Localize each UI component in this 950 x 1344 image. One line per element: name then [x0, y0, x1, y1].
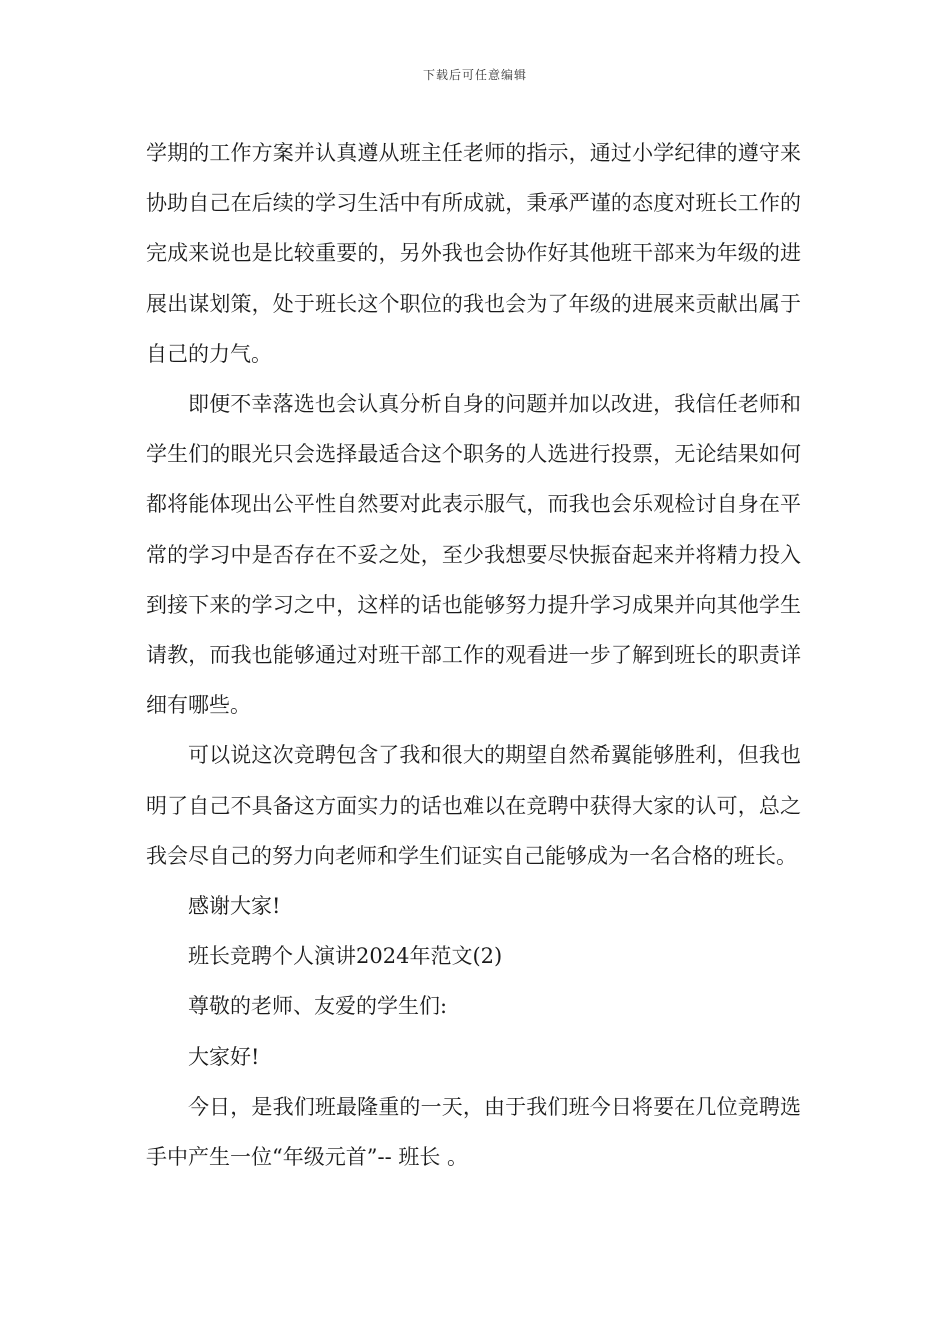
paragraph-3: 可以说这次竞聘包含了我和很大的期望自然希翼能够胜利，但我也明了自己不具备这方面实力的话也难以在竞聘中获得大家的认可，总之我会尽自己的努力向老师和学生们证实自己能够成为一名合格的班长。	[146, 743, 801, 868]
document-body	[146, 128, 801, 1182]
paragraph-opening: 今日，是我们班最隆重的一天，由于我们班今日将要在几位竞聘选手中产生一位“年级元首”-- 班长 。	[146, 1094, 801, 1170]
paragraph-2: 即便不幸落选也会认真分析自身的问题并加以改进，我信任老师和学生们的眼光只会选择最适合这个职务的人选进行投票，无论结果如何都将能体现出公平性自然要对此表示服气，而我也会乐观检讨自身在平常的学习中是否存在不妥之处，至少我想要尽快振奋起来并将精力投入到接下来的学习之中，这样的话也能够努力提升学习成果并向其他学生请教，而我也能够通过对班干部工作的观看进一步了解到班长的职责详细有哪些。	[146, 392, 801, 718]
page-header-note: 下载后可任意编辑	[422, 68, 527, 82]
salutation: 尊敬的老师、友爱的学生们:	[188, 994, 448, 1019]
paragraph-thanks: 感谢大家!	[188, 894, 281, 919]
section-title: 班长竞聘个人演讲2024年范文(2)	[188, 944, 503, 969]
greeting: 大家好!	[188, 1044, 260, 1069]
paragraph-1: 学期的工作方案并认真遵从班主任老师的指示，通过小学纪律的遵守来协助自己在后续的学习生活中有所成就，秉承严谨的态度对班长工作的完成来说也是比较重要的，另外我也会协作好其他班干部来为年级的进展出谋划策，处于班长这个职位的我也会为了年级的进展来贡献出属于自己的力气。	[146, 141, 801, 366]
